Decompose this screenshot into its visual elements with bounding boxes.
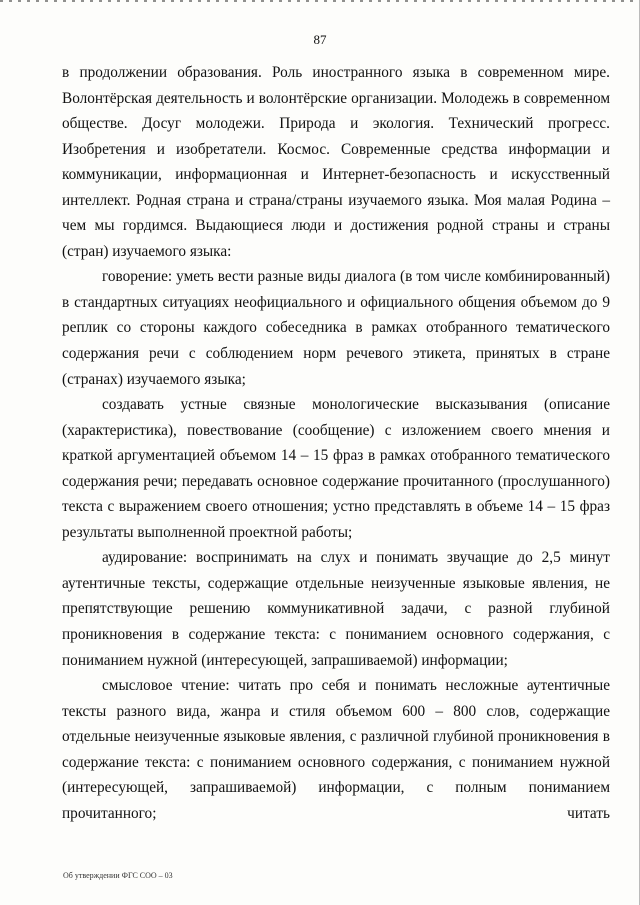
page-number: 87 xyxy=(313,32,327,47)
paragraph-intro-topics: в продолжении образования. Роль иностранного языка в современном мире. Волонтёрская деятельность и волонтёрские организации. Молодежь в современном обществе. Досуг молодежи. Природа и экология. Технический прогресс. Изобретения и изобретатели. Космос. Современные средства информации и коммуникации, информационная и Интернет-безопасность и искусственный интеллект. Родная страна и страна/страны изучаемого языка. Моя малая Родина – чем мы гордимся. Выдающиеся люди и достижения родной страны и страны (стран) изучаемого языка: xyxy=(62,64,610,260)
document-body xyxy=(62,60,610,826)
paragraph-listening: аудирование: воспринимать на слух и понимать звучащие до 2,5 минут аутентичные тексты, содержащие отдельные неизученные языковые явления, не препятствующие решению коммуникативной задачи, с разной глубиной проникновения в содержание текста: с пониманием основного содержания, с пониманием нужной (интересующей, запрашиваемой) информации; xyxy=(62,549,610,669)
footer-note: Об утверждении ФГС СОО – 03 xyxy=(63,871,173,880)
scan-edge-artifact xyxy=(0,0,640,2)
paragraph-speaking: говорение: уметь вести разные виды диалога (в том числе комбинированный) в стандартных ситуациях неофициального и официального общения объемом до 9 реплик со стороны каждого собеседника в рамках отобранного тематического содержания речи с соблюдением норм речевого этикета, принятых в стране (странах) изучаемого языка; xyxy=(62,268,610,388)
paragraph-monologue: создавать устные связные монологические высказывания (описание (характеристика), повествование (сообщение) с изложением своего мнения и краткой аргументацией объемом 14 – 15 фраз в рамках отобранного тематического содержания речи; передавать основное содержание прочитанного (прослушанного) текста с выражением своего отношения; устно представлять в объеме 14 – 15 фраз результаты выполненной проектной работы; xyxy=(62,396,610,541)
paragraph-reading: смысловое чтение: читать про себя и понимать несложные аутентичные тексты разного вида, жанра и стиля объемом 600 – 800 слов, содержащие отдельные неизученные языковые явления, с различной глубиной проникновения в содержание текста: с пониманием основного содержания, с пониманием нужной (интересующей, запрашиваемой) информации, с полным пониманием прочитанного; читать xyxy=(62,677,610,822)
